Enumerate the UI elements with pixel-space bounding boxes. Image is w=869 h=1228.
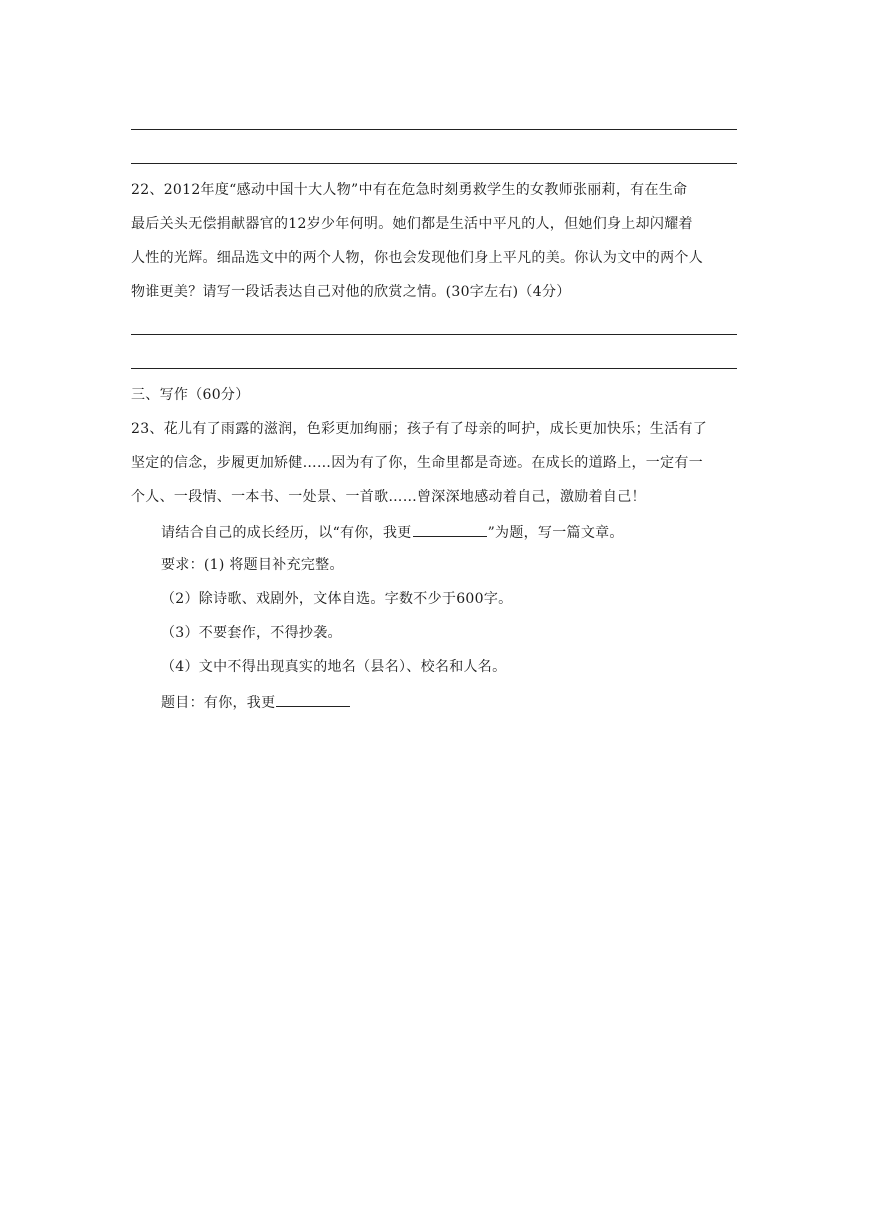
q23-line-3: 个人、一段情、一本书、一处景、一首歌……曾深深地感动着自己，激励着自己！	[131, 489, 646, 505]
requirement-2: （2）除诗歌、戏剧外，文体自选。字数不少于600字。	[161, 591, 513, 607]
section-heading: 三、写作（60分）	[131, 387, 250, 403]
essay-title-blank	[276, 691, 350, 707]
answer-line-22-2	[131, 368, 737, 369]
q23-prompt-before: 请结合自己的成长经历，以“有你，我更	[161, 525, 412, 541]
q23-line-2: 坚定的信念，步履更加矫健……因为有了你，生命里都是奇迹。在成长的道路上，一定有一	[131, 455, 703, 471]
q23-line-1: 23、花儿有了雨露的滋润，色彩更加绚丽；孩子有了母亲的呵护，成长更加快乐；生活有了	[131, 421, 708, 437]
q22-line-1: 22、2012年度“感动中国十大人物”中有在危急时刻勇救学生的女教师张丽莉，有在生命	[131, 182, 688, 198]
title-blank	[413, 521, 487, 537]
answer-line-21-1	[131, 129, 737, 130]
q23-prompt	[161, 521, 737, 543]
requirement-3: （3）不要套作，不得抄袭。	[161, 625, 342, 641]
essay-title	[161, 691, 737, 713]
requirement-4: （4）文中不得出现真实的地名（县名）、校名和人名。	[161, 659, 507, 675]
q22-line-4: 物谁更美？请写一段话表达自己对他的欣赏之情。(30字左右)（4分）	[131, 284, 571, 300]
q22-line-2: 最后关头无偿捐献器官的12岁少年何明。她们都是生活中平凡的人，但她们身上却闪耀着	[131, 216, 693, 232]
q23-prompt-after: ”为题，写一篇文章。	[487, 525, 624, 541]
q22-line-3: 人性的光辉。细品选文中的两个人物，你也会发现他们身上平凡的美。你认为文中的两个人	[131, 250, 703, 266]
requirement-1: 要求：(1) 将题目补充完整。	[161, 557, 344, 573]
answer-line-22-1	[131, 334, 737, 335]
essay-title-label: 题目：有你，我更	[161, 695, 276, 711]
answer-line-21-2	[131, 163, 737, 164]
